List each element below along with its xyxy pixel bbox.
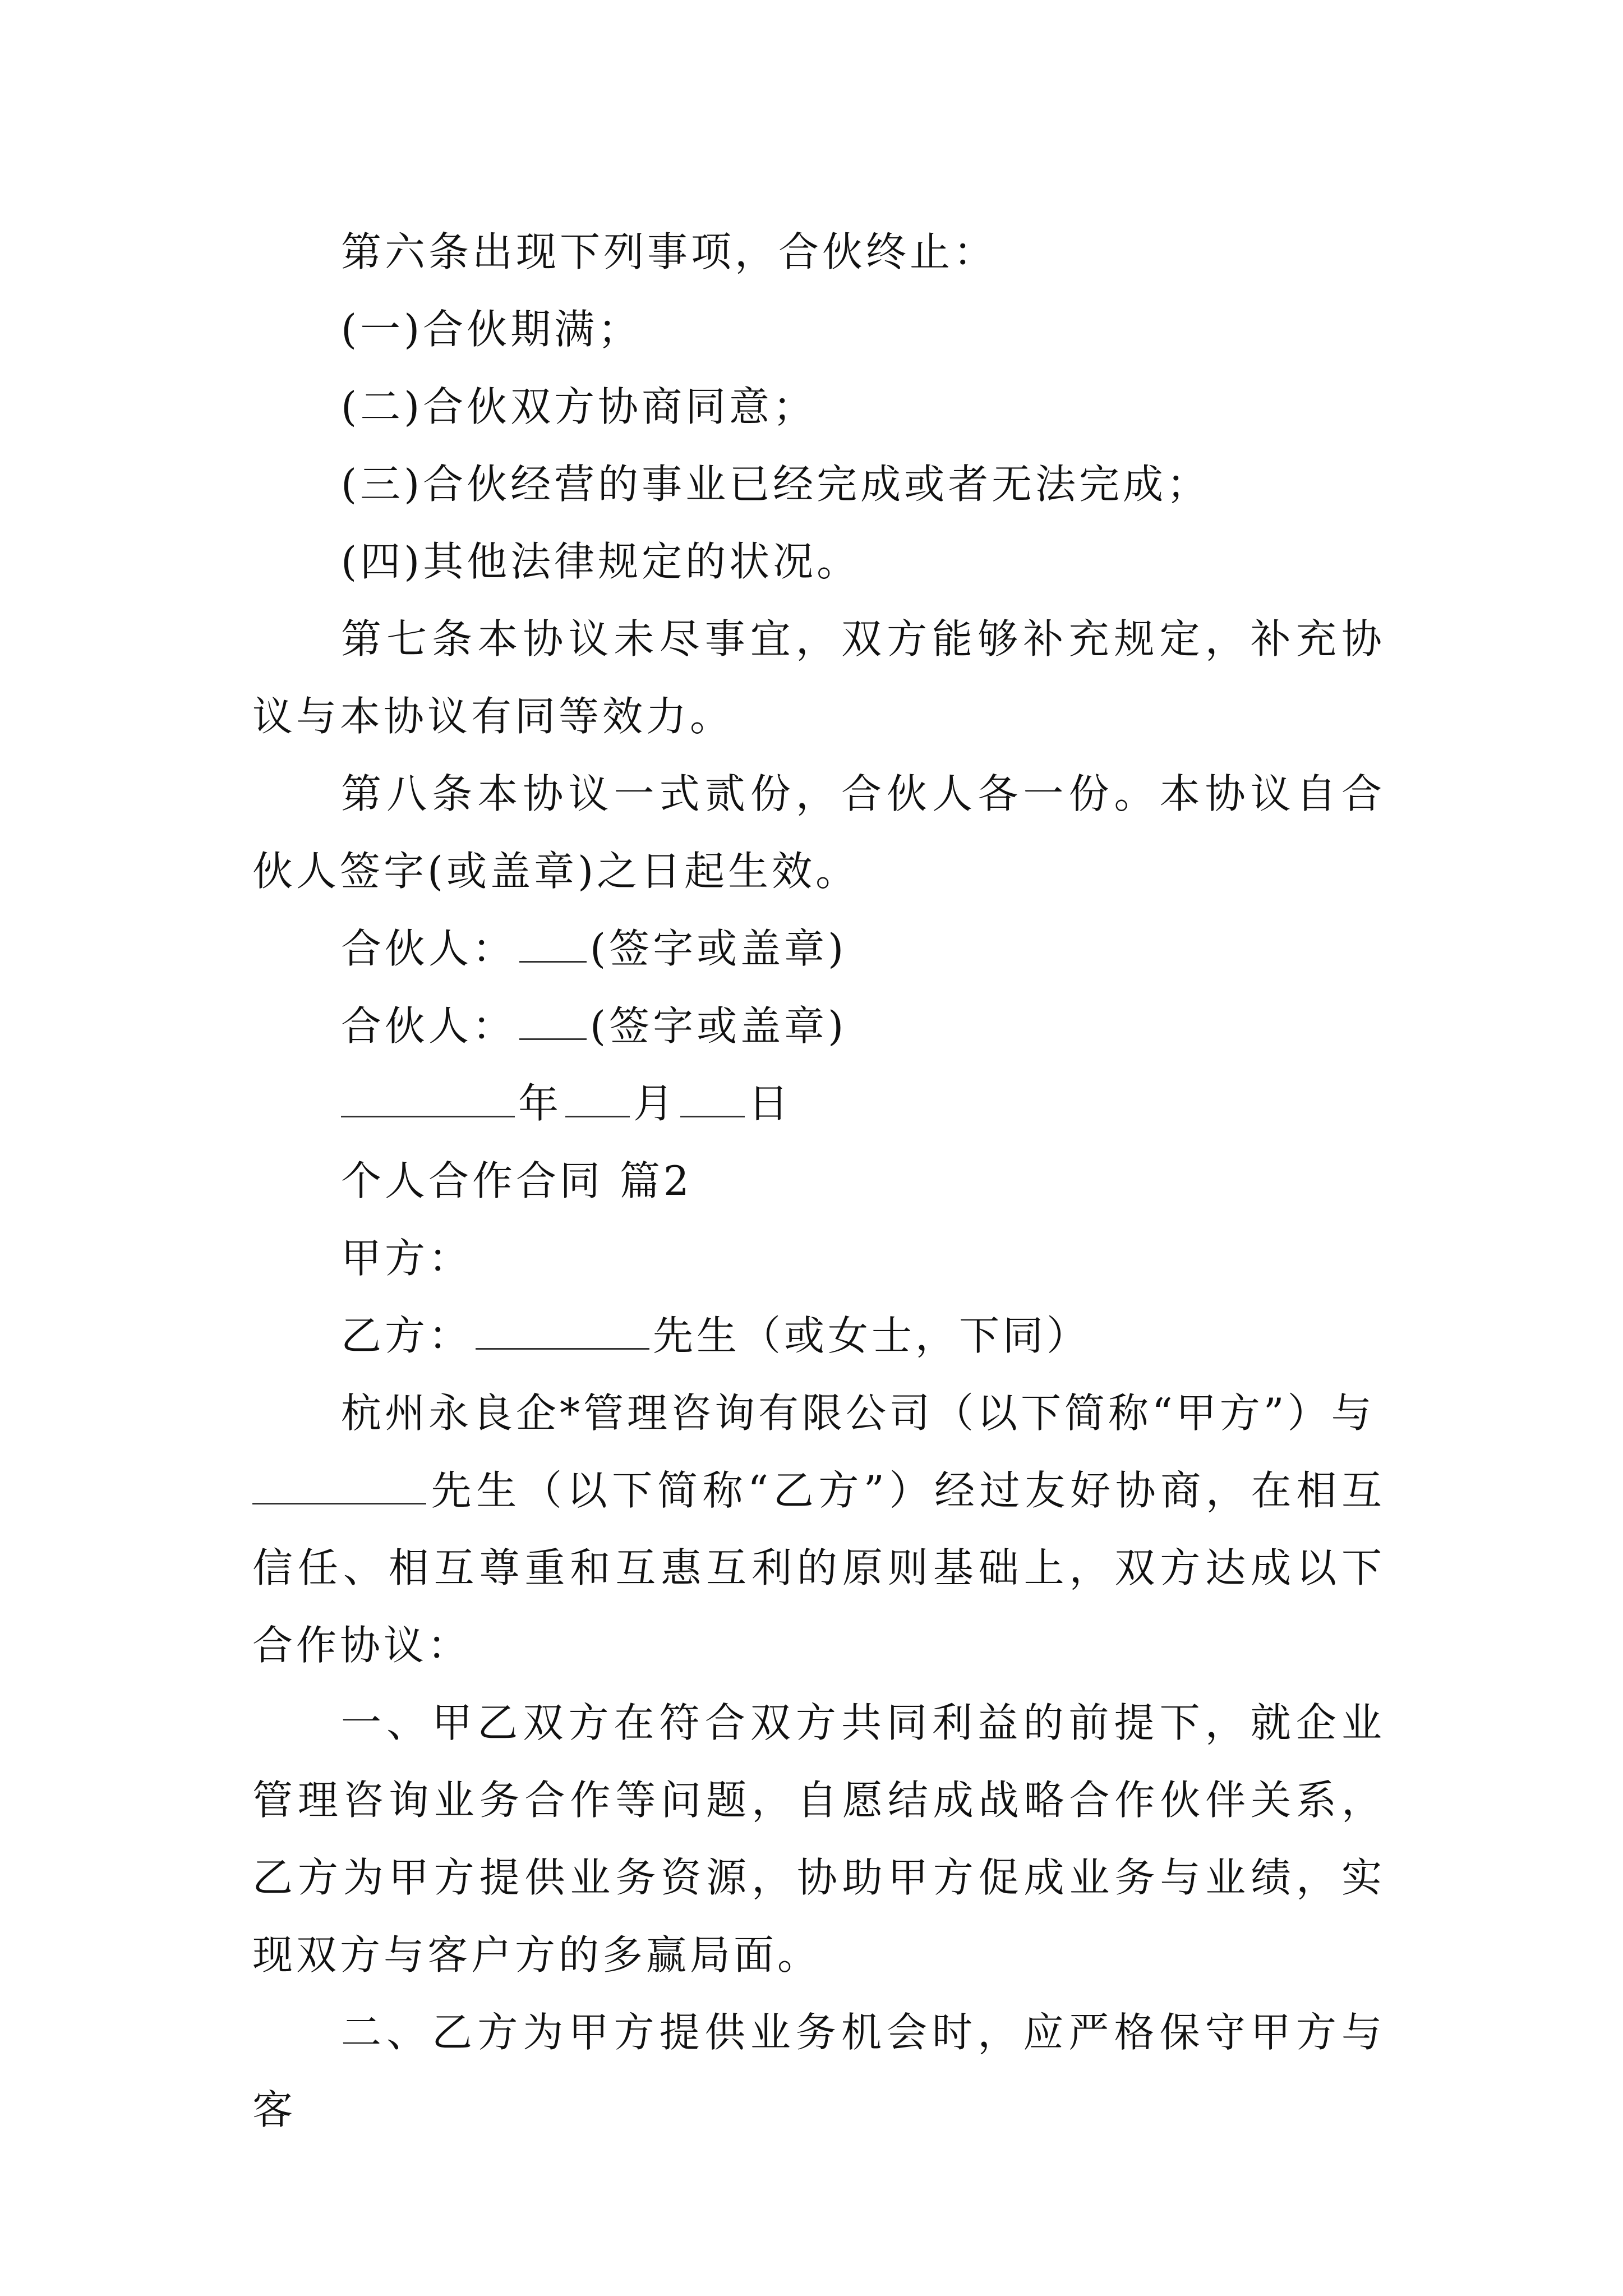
- party-b-line: [252, 1297, 1385, 1374]
- article6-item-2: (二)合伙双方协商同意；: [341, 383, 817, 430]
- partner-label: 合伙人：: [341, 925, 517, 972]
- partner-signature-line-2: [252, 987, 1385, 1065]
- partner-signature-line-1: [252, 910, 1385, 987]
- partner-suffix: (签字或盖章): [590, 1002, 847, 1050]
- document-body: [252, 213, 1385, 2148]
- partner-label: 合伙人：: [341, 1002, 517, 1050]
- intro-paragraph: [252, 1452, 1385, 1684]
- signature-blank: [519, 922, 587, 963]
- day-label: 日: [748, 1080, 792, 1127]
- clause-1-paragraph: 一、甲乙双方在符合双方共同利益的前提下，就企业管理咨询业务合作等问题，自愿结成战略合作伙伴关系，乙方为甲方提供业务资源，协助甲方促成业务与业绩，实现双方与客户方的多赢局面。: [252, 1699, 1385, 1978]
- year-label: 年: [518, 1080, 562, 1127]
- party-b-suffix: 先生（或女士，下同）: [653, 1312, 1091, 1359]
- intro-name-blank: [252, 1464, 426, 1504]
- month-label: 月: [633, 1080, 677, 1127]
- intro-first-line: 杭州永良企*管理咨询有限公司（以下简称“甲方”）与: [341, 1389, 1375, 1437]
- signature-blank: [519, 999, 587, 1040]
- article7-paragraph: 第七条本协议未尽事宜，双方能够补充规定，补充协议与本协议有同等效力。: [252, 615, 1385, 740]
- article8-paragraph: 第八条本协议一式贰份，合伙人各一份。本协议自合伙人签字(或盖章)之日起生效。: [252, 770, 1385, 895]
- article6-heading: 第六条出现下列事项，合伙终止：: [341, 228, 998, 275]
- day-blank: [680, 1076, 745, 1117]
- intro-text: 先生（以下简称“乙方”）经过友好协商，在相互信任、相互尊重和互惠互利的原则基础上，双方达成以下合作协议：: [252, 1467, 1385, 1669]
- article6-item-1: (一)合伙期满；: [341, 306, 642, 353]
- partner-suffix: (签字或盖章): [590, 925, 847, 972]
- article6-item-4: (四)其他法律规定的状况。: [341, 538, 861, 585]
- party-a-line: 甲方：: [341, 1235, 473, 1282]
- contract2-title: 个人合作合同 篇2: [341, 1157, 693, 1204]
- party-b-name-blank: [476, 1309, 649, 1350]
- date-line: [252, 1065, 1385, 1142]
- article6-item-3: (三)合伙经营的事业已经完成或者无法完成；: [341, 461, 1211, 508]
- clause-2-paragraph: 二、乙方为甲方提供业务机会时，应严格保守甲方与客: [252, 2009, 1385, 2133]
- party-b-label: 乙方：: [341, 1312, 473, 1359]
- year-blank: [341, 1076, 515, 1117]
- month-blank: [565, 1076, 630, 1117]
